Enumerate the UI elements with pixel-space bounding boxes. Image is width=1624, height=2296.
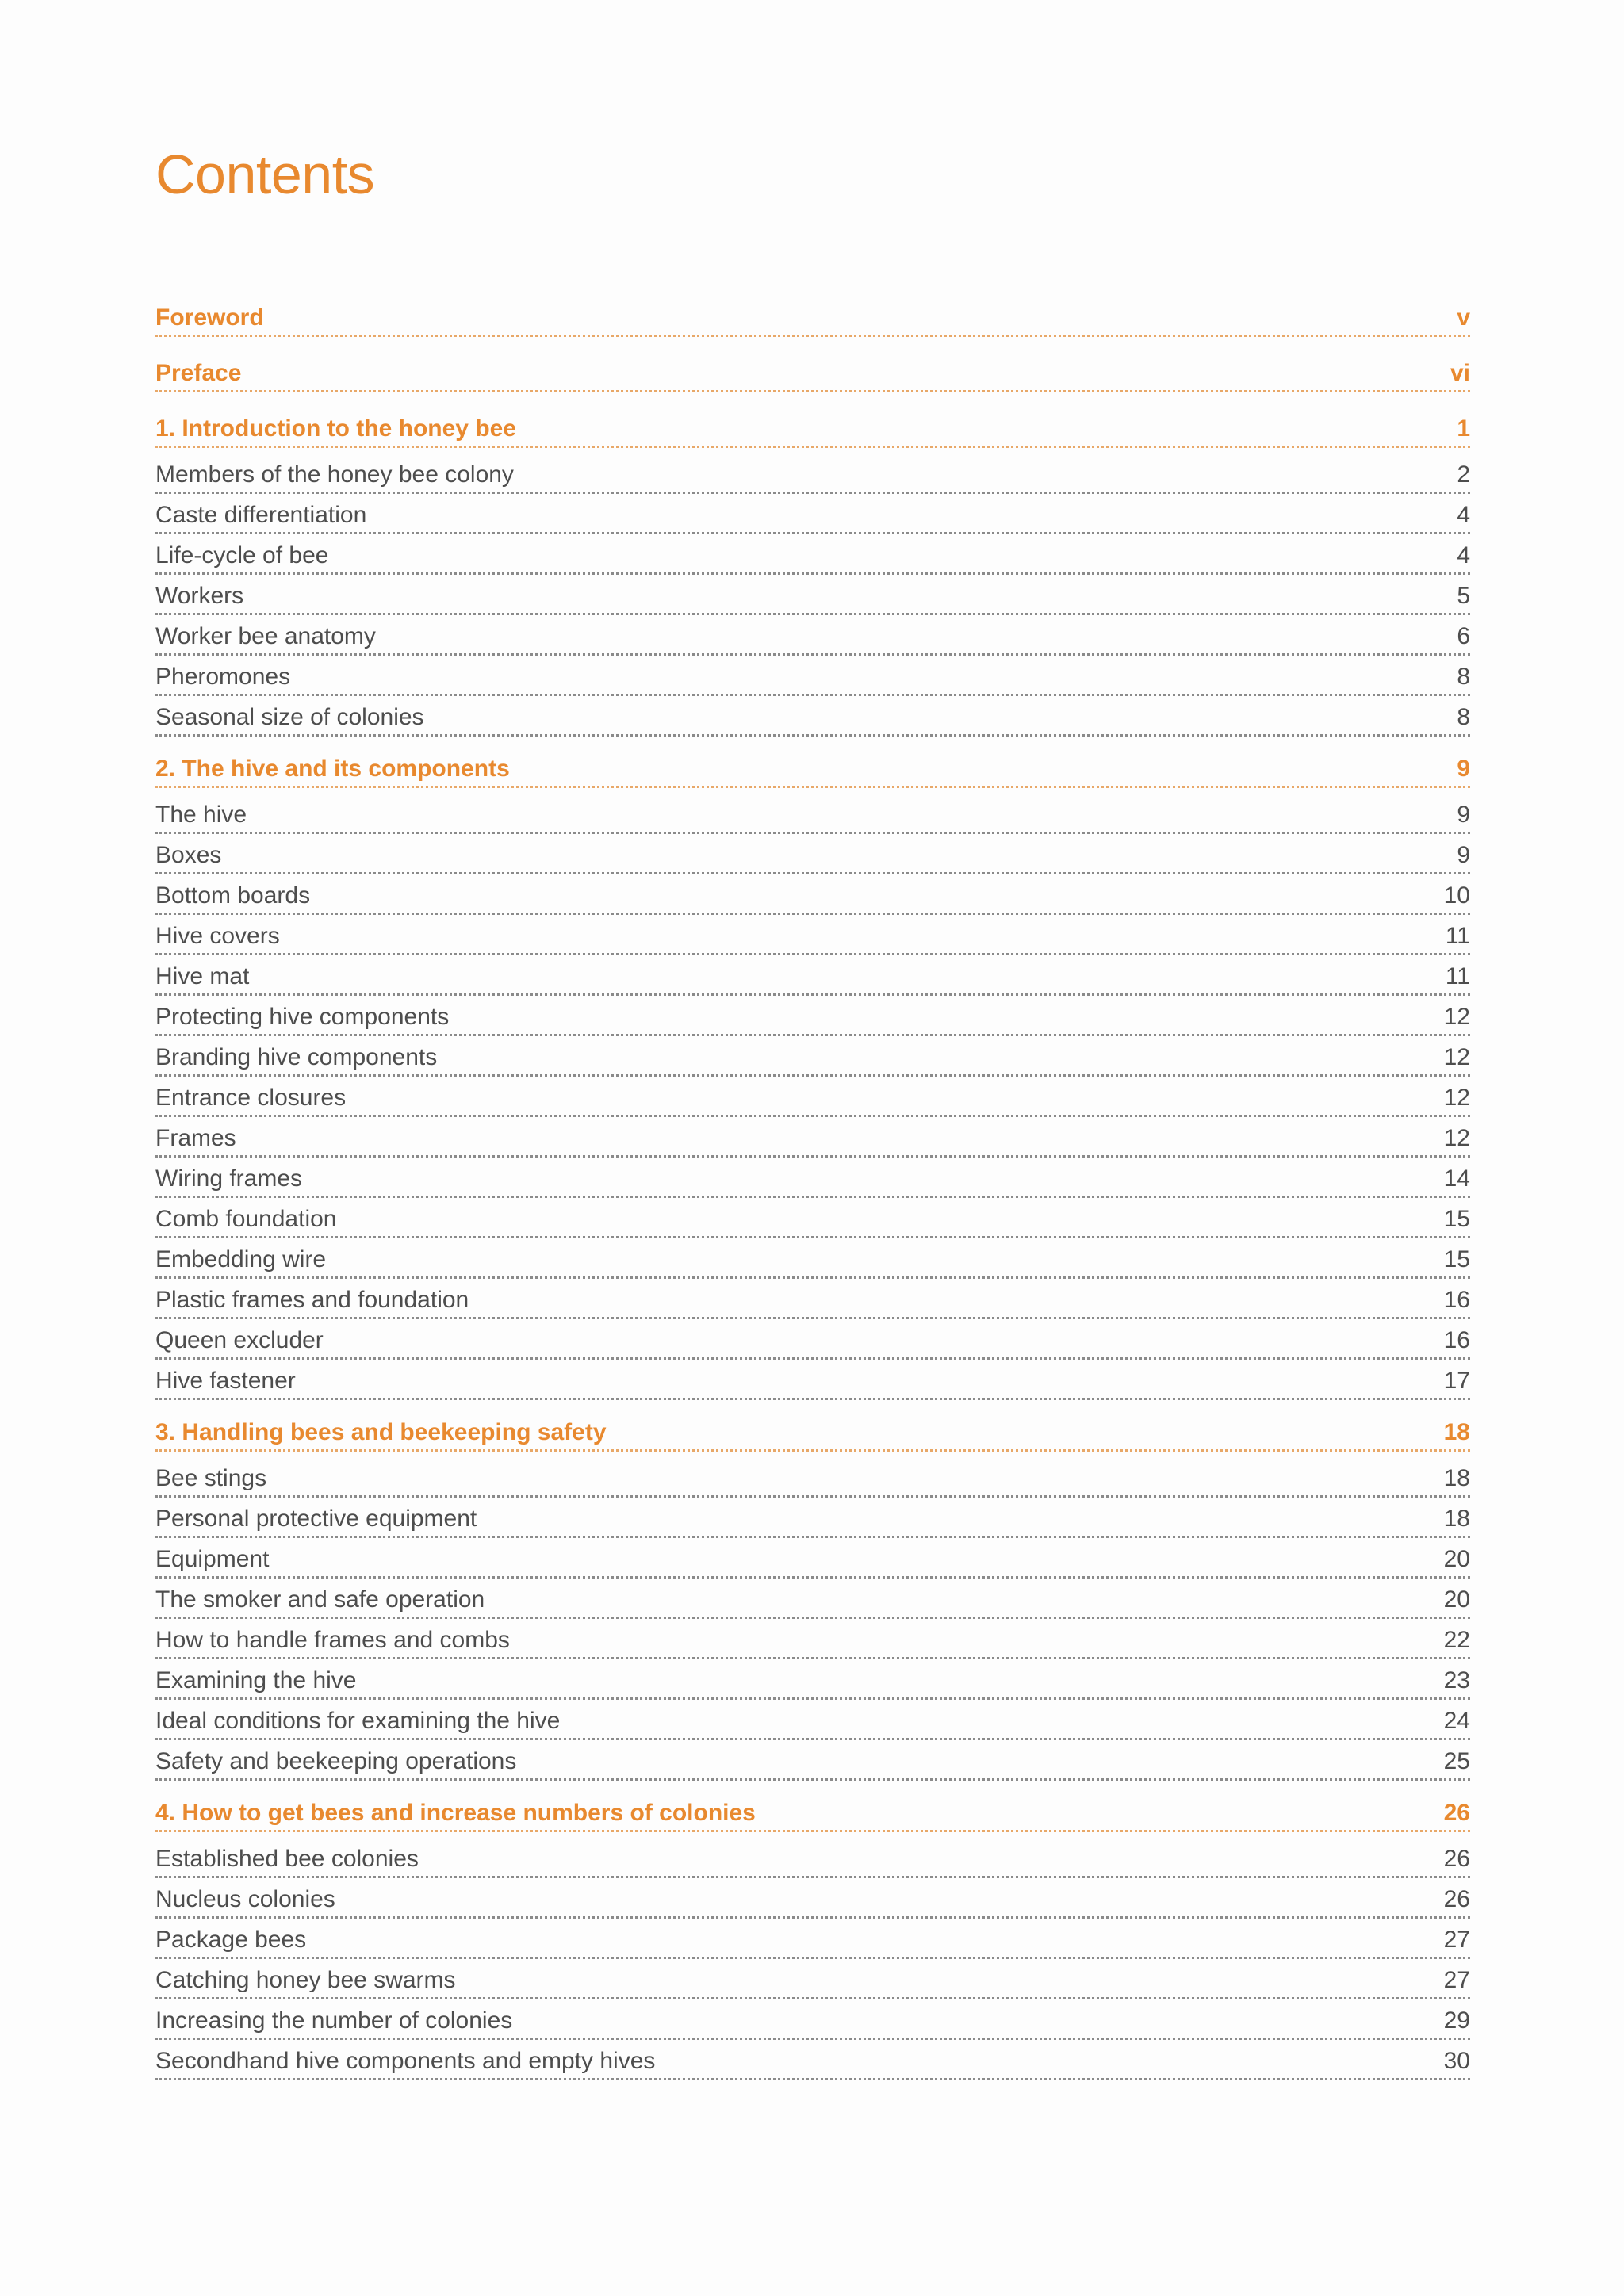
toc-entry-page-number: 1 — [1457, 415, 1470, 442]
toc-entry[interactable] — [155, 503, 1470, 534]
toc-entry-label: Equipment — [155, 1546, 270, 1572]
toc-entry[interactable] — [155, 1709, 1470, 1740]
toc-entry[interactable] — [155, 1927, 1470, 1959]
toc-entry-label: Workers — [155, 583, 244, 609]
toc-entry-label: Hive covers — [155, 923, 280, 949]
toc-entry-page-number: 18 — [1443, 1419, 1470, 1445]
toc-section-entry[interactable] — [155, 361, 1470, 392]
toc-entry-page-number: 26 — [1443, 1800, 1470, 1826]
toc-entry-page-number: 30 — [1443, 2048, 1470, 2074]
toc-entry[interactable] — [155, 1166, 1470, 1198]
toc-entry-page-number: 15 — [1443, 1206, 1470, 1232]
toc-entry-label: Entrance closures — [155, 1085, 347, 1111]
toc-section-entry[interactable] — [155, 416, 1470, 448]
toc-entry[interactable] — [155, 1126, 1470, 1158]
toc-entry-label: Boxes — [155, 842, 222, 868]
toc-entry-label: 1. Introduction to the honey bee — [155, 415, 517, 442]
toc-entry-page-number: 12 — [1443, 1125, 1470, 1151]
toc-section-entry[interactable] — [155, 756, 1470, 788]
toc-entry-page-number: 18 — [1443, 1506, 1470, 1532]
toc-entry[interactable] — [155, 1085, 1470, 1117]
toc-entry[interactable] — [155, 664, 1470, 696]
toc-entry-label: Caste differentiation — [155, 502, 367, 528]
toc-entry-page-number: 20 — [1443, 1586, 1470, 1613]
toc-entry[interactable] — [155, 1247, 1470, 1279]
toc-entry-label: Comb foundation — [155, 1206, 337, 1232]
toc-entry-page-number: 25 — [1443, 1748, 1470, 1774]
toc-entry-page-number: 18 — [1443, 1465, 1470, 1491]
toc-entry-label: Life-cycle of bee — [155, 542, 329, 568]
toc-entry-label: 3. Handling bees and beekeeping safety — [155, 1419, 607, 1445]
toc-entry-label: Hive mat — [155, 963, 250, 989]
toc-entry-label: The smoker and safe operation — [155, 1586, 485, 1613]
toc-entry-label: Bottom boards — [155, 882, 311, 909]
toc-entry[interactable] — [155, 964, 1470, 996]
toc-entry-page-number: 9 — [1457, 842, 1470, 868]
toc-entry-label: Pheromones — [155, 664, 291, 690]
toc-entry-label: Frames — [155, 1125, 236, 1151]
toc-entry-label: Nucleus colonies — [155, 1886, 335, 1912]
toc-entry[interactable] — [155, 543, 1470, 575]
toc-entry[interactable] — [155, 843, 1470, 874]
toc-entry[interactable] — [155, 1506, 1470, 1538]
toc-entry-page-number: 11 — [1445, 923, 1470, 949]
toc-entry[interactable] — [155, 1846, 1470, 1878]
toc-entry-page-number: 9 — [1457, 802, 1470, 828]
toc-entry-page-number: 12 — [1443, 1044, 1470, 1070]
toc-entry-page-number: 27 — [1443, 1967, 1470, 1993]
toc-entry-page-number: 16 — [1443, 1327, 1470, 1353]
toc-entry[interactable] — [155, 1668, 1470, 1700]
toc-entry-label: Wiring frames — [155, 1165, 303, 1192]
toc-entry-label: Hive fastener — [155, 1368, 296, 1394]
toc-entry[interactable] — [155, 1004, 1470, 1036]
toc-entry[interactable] — [155, 2049, 1470, 2080]
toc-entry[interactable] — [155, 883, 1470, 915]
toc-entry[interactable] — [155, 584, 1470, 615]
toc-entry-label: Increasing the number of colonies — [155, 2007, 513, 2034]
toc-entry-label: Members of the honey bee colony — [155, 461, 514, 488]
toc-entry-page-number: 4 — [1457, 542, 1470, 568]
toc-entry[interactable] — [155, 1466, 1470, 1498]
toc-entry-page-number: 8 — [1457, 664, 1470, 690]
toc-entry[interactable] — [155, 624, 1470, 656]
toc-entry-page-number: 27 — [1443, 1927, 1470, 1953]
toc-entry-label: Bee stings — [155, 1465, 267, 1491]
toc-entry[interactable] — [155, 1288, 1470, 1319]
toc-entry-page-number: 24 — [1443, 1708, 1470, 1734]
toc-entry[interactable] — [155, 1587, 1470, 1619]
toc-entry-label: Worker bee anatomy — [155, 623, 376, 649]
toc-section-entry[interactable] — [155, 1800, 1470, 1832]
toc-entry[interactable] — [155, 1368, 1470, 1400]
toc-entry-label: Embedding wire — [155, 1246, 327, 1272]
toc-entry-label: 4. How to get bees and increase numbers of colonies — [155, 1800, 756, 1826]
toc-entry-label: Ideal conditions for examining the hive — [155, 1708, 561, 1734]
toc-entry[interactable] — [155, 1628, 1470, 1659]
toc-entry-label: Personal protective equipment — [155, 1506, 477, 1532]
toc-entry-label: Protecting hive components — [155, 1004, 450, 1030]
toc-entry[interactable] — [155, 1207, 1470, 1238]
toc-entry-page-number: v — [1457, 304, 1470, 331]
toc-entry-label: The hive — [155, 802, 247, 828]
toc-entry-page-number: 20 — [1443, 1546, 1470, 1572]
toc-entry-label: Foreword — [155, 304, 264, 331]
toc-entry-page-number: 16 — [1443, 1287, 1470, 1313]
page-title: Contents — [155, 144, 375, 205]
toc-entry-label: Catching honey bee swarms — [155, 1967, 456, 1993]
toc-entry-label: Seasonal size of colonies — [155, 704, 424, 730]
toc-section-entry[interactable] — [155, 305, 1470, 337]
toc-entry-page-number: vi — [1450, 360, 1470, 386]
toc-entry-page-number: 9 — [1457, 756, 1470, 782]
toc-entry-page-number: 2 — [1457, 461, 1470, 488]
toc-entry-label: Branding hive components — [155, 1044, 438, 1070]
toc-entry-label: Established bee colonies — [155, 1846, 419, 1872]
toc-entry[interactable] — [155, 705, 1470, 737]
toc-entry-page-number: 29 — [1443, 2007, 1470, 2034]
toc-entry[interactable] — [155, 1968, 1470, 1999]
toc-entry[interactable] — [155, 1547, 1470, 1578]
toc-entry-label: Plastic frames and foundation — [155, 1287, 469, 1313]
toc-entry-page-number: 23 — [1443, 1667, 1470, 1693]
toc-entry[interactable] — [155, 1749, 1470, 1781]
toc-entry-label: How to handle frames and combs — [155, 1627, 510, 1653]
toc-entry[interactable] — [155, 462, 1470, 494]
toc-entry-label: 2. The hive and its components — [155, 756, 510, 782]
toc-entry[interactable] — [155, 802, 1470, 834]
toc-entry-page-number: 10 — [1443, 882, 1470, 909]
toc-entry[interactable] — [155, 924, 1470, 955]
toc-entry-page-number: 15 — [1443, 1246, 1470, 1272]
toc-entry-page-number: 26 — [1443, 1846, 1470, 1872]
toc-entry-label: Examining the hive — [155, 1667, 357, 1693]
toc-entry-page-number: 22 — [1443, 1627, 1470, 1653]
toc-entry-label: Queen excluder — [155, 1327, 324, 1353]
toc-entry-page-number: 12 — [1443, 1085, 1470, 1111]
toc-entry-label: Package bees — [155, 1927, 307, 1953]
toc-entry[interactable] — [155, 1045, 1470, 1077]
toc-entry[interactable] — [155, 1887, 1470, 1919]
toc-entry-label: Safety and beekeeping operations — [155, 1748, 517, 1774]
toc-entry-page-number: 14 — [1443, 1165, 1470, 1192]
toc-entry[interactable] — [155, 2008, 1470, 2040]
toc-entry-page-number: 17 — [1443, 1368, 1470, 1394]
toc-entry[interactable] — [155, 1328, 1470, 1360]
toc-entry-label: Secondhand hive components and empty hives — [155, 2048, 656, 2074]
toc-entry-page-number: 26 — [1443, 1886, 1470, 1912]
toc-entry-page-number: 4 — [1457, 502, 1470, 528]
toc-entry-page-number: 6 — [1457, 623, 1470, 649]
toc-entry-page-number: 8 — [1457, 704, 1470, 730]
toc-entry-page-number: 12 — [1443, 1004, 1470, 1030]
toc-entry-label: Preface — [155, 360, 242, 386]
toc-entry-page-number: 11 — [1445, 963, 1470, 989]
toc-section-entry[interactable] — [155, 1420, 1470, 1452]
toc-entry-page-number: 5 — [1457, 583, 1470, 609]
